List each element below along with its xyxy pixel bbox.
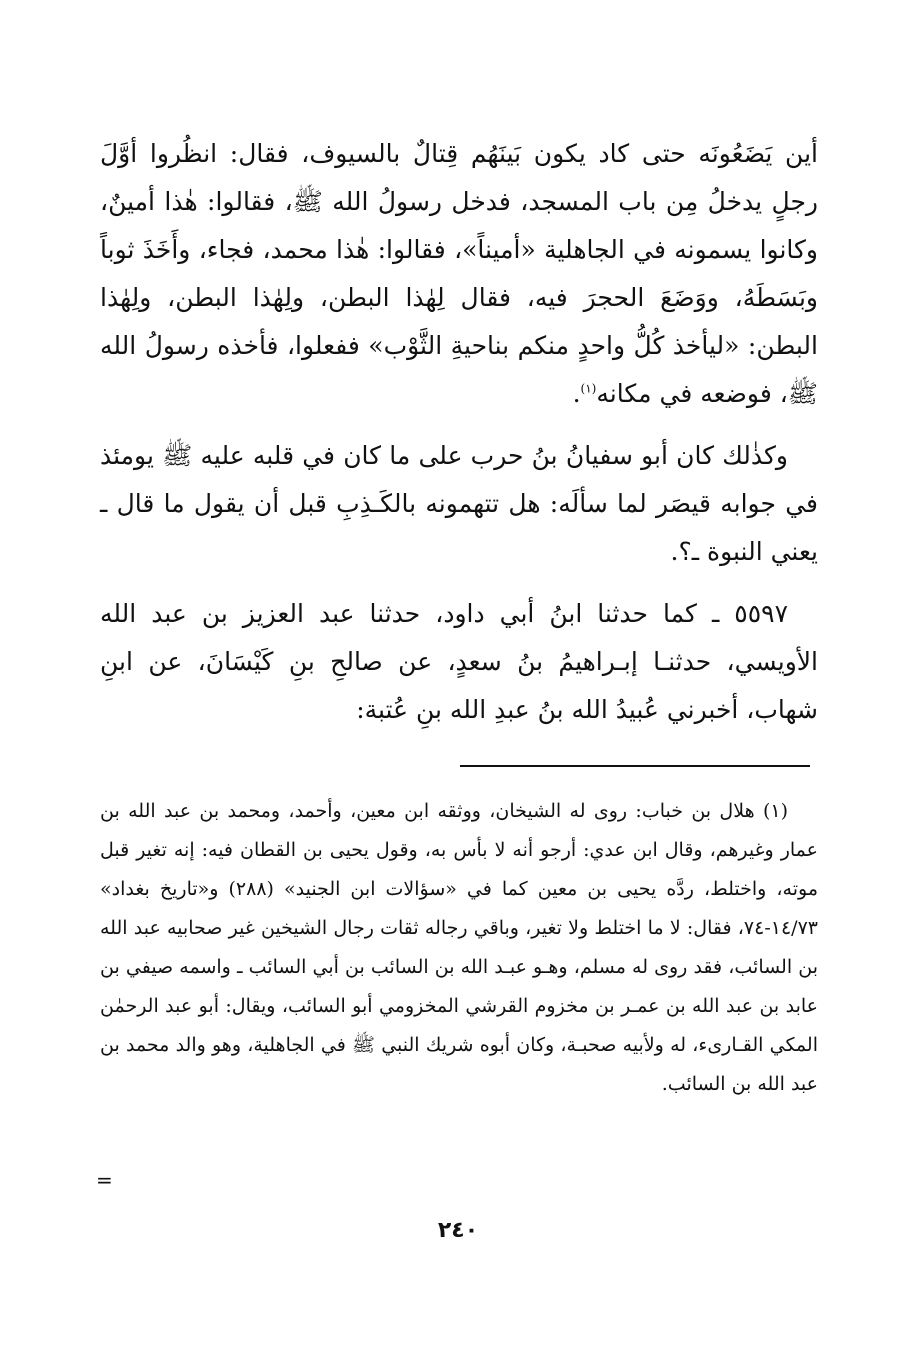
page-number: ٢٤٠ — [437, 1218, 479, 1243]
main-text — [100, 130, 818, 734]
continuation-mark: = — [96, 1168, 113, 1192]
paragraph-2: وكذٰلك كان أبو سفيانُ بنُ حرب على ما كان في قلبه عليه ﷺ يومئذ في جوابه قيصَر لما سألَه: هل تتهمونه بالكَـذِبِ قبل أن يقول ما قال ـ يعني النبوة ـ؟. — [100, 441, 818, 566]
footnote-reference[interactable]: (١) — [580, 381, 597, 396]
paragraph-1 — [100, 130, 818, 418]
footnotes — [100, 792, 818, 1104]
footnote-1: (١) هلال بن خباب: روى له الشيخان، ووثقه ابن معين، وأحمد، ومحمد بن عبد الله بن عمار وغيرهم، وقال ابن عدي: أرجو أنه لا بأس به، وقول يحيى بن القطان فيه: إنه تغير قبل موته، واختلط، ردَّه يحيى بن معين كما في «سؤالات ابن الجنيد» (٢٨٨) و«تاريخ بغداد» ١٤/٧٣-٧٤، فقال: لا ما اختلط ولا تغير، وباقي رجاله ثقات رجال الشيخين غير صحابيه عبد الله بن السائب، فقد روى له مسلم، وهـو عبـد الله بن السائب بن أبي السائب ـ واسمه صيفي بن عابد بن عبد الله بن عمـر بن مخزوم القرشي المخزومي أبو السائب، ويقال: أبو عبد الرحمٰن المكي القـارىء، له ولأبيه صحبـة، وكان أبوه شريك النبي ﷺ في الجاهلية، وهو والد محمد بن عبد الله بن السائب. — [100, 800, 818, 1095]
hadith-5597: ٥٥٩٧ ـ كما حدثنا ابنُ أبي داود، حدثنا عبد العزيز بن عبد الله الأويسي، حدثنـا إبـراهيمُ بنُ سعدٍ، عن صالحِ بنِ كَيْسَانَ، عن ابنِ شهاب، أخبرني عُبيدُ الله بنُ عبدِ الله بنِ عُتبة: — [100, 599, 818, 724]
paragraph-1-text: أين يَضَعُونَه حتى كاد يكون بَينَهُم قِتالٌ بالسيوف، فقال: انظُروا أوَّلَ رجلٍ يدخلُ مِن باب المسجد، فدخل رسولُ الله ﷺ، فقالوا: هٰذا أمينٌ، وكانوا يسمونه في الجاهلية «أميناً»، فقالوا: هٰذا محمد، فجاء، وأَخَذَ ثوباً وبَسَطَهُ، ووَضَعَ الحجرَ فيه، فقال لِهٰذا البطن، ولِهٰذا البطن، ولِهٰذا البطن: «ليأخذ كُلُّ واحدٍ منكم بناحيةِ الثَّوْب» ففعلوا، فأخذه رسولُ الله ﷺ، فوضعه في مكانه — [100, 139, 818, 408]
footnote-separator — [460, 765, 810, 767]
paragraph-1-end: . — [572, 379, 581, 408]
